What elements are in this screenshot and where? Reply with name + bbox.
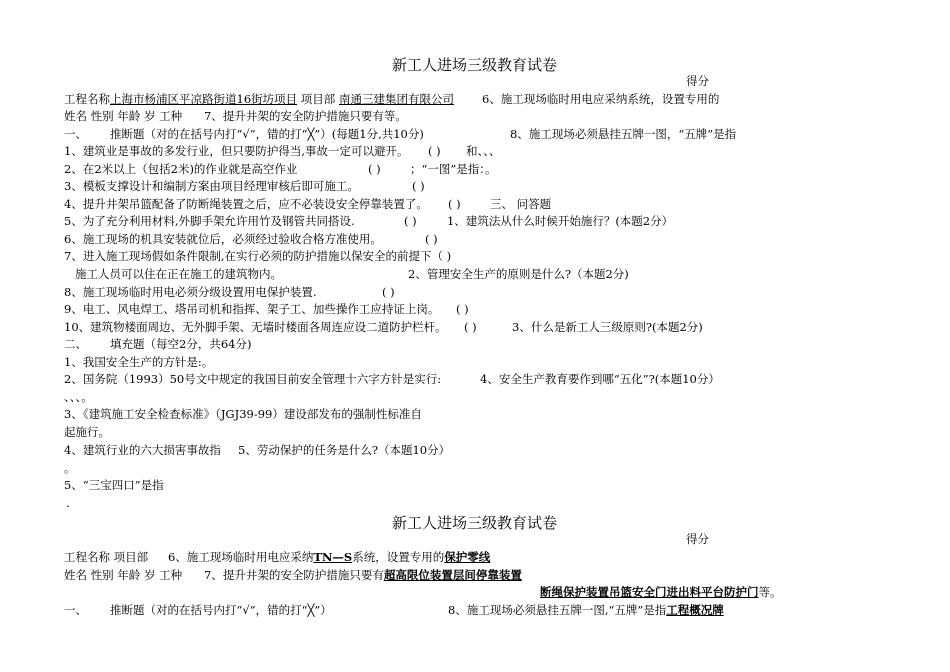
section-2-number: 二、 [64, 337, 87, 351]
fill-4: 4、建筑行业的六大损害事故指 [64, 443, 221, 457]
exam-2-question-7 [204, 568, 522, 583]
qa-2: 2、管理安全生产的原则是什么?（本题2分) [408, 267, 629, 281]
qa-5: 5、劳动保护的任务是什么?（本题10分） [238, 443, 451, 457]
judge-1: 1、建筑业是事故的多发行业，但只要防护得当,事故一定可以避开。 [64, 144, 409, 158]
section-1-number: 一、 [64, 127, 87, 141]
exam-2-project-line: 工程名称 项目部 [64, 550, 149, 564]
judge-9: 9、电工、风电焊工、塔吊司机和指挥、架子工、加些操作工应持证上岗。 [64, 302, 440, 316]
name-line: 姓名 性别 年龄 岁 工种 [64, 109, 183, 123]
qa-3: 3、什么是新工人三级原则?(本题2分) [512, 320, 703, 334]
project-name: 上海市杨浦区平凉路街道16街坊项目 [110, 92, 298, 106]
judge-6: 6、施工现场的机具安装就位后，必须经过验收合格方准使用。 [64, 232, 382, 246]
q6-prefix: 6、施工现场临时用电应采纳 [168, 550, 314, 564]
judge-1-bracket: ( ) [428, 144, 441, 158]
score-label: 得分 [686, 74, 709, 88]
q7-answer: 超高限位装置层间停靠装置 [383, 568, 522, 582]
fill-4-end: 。 [64, 461, 76, 475]
project-prefix: 工程名称 [64, 92, 110, 106]
exam-2-question-8 [448, 603, 724, 618]
judge-7: 7、进入施工现场假如条件限制,在实行必须的防护措施以保安全的前提下（ ) [64, 249, 452, 263]
judge-3: 3、模板支撑设计和编制方案由项目经理审核后即可施工。 [64, 179, 359, 193]
q7-suffix: 等。 [758, 585, 782, 599]
qa-4: 4、安全生产教育要作到哪“五化”?(本题10分） [480, 372, 720, 386]
judge-2: 2、在2米以上（包括2米)的作业就是高空作业 [64, 162, 298, 176]
judge-8: 8、施工现场临时用电必须分级设置用电保护装置. [64, 285, 317, 299]
q7-prefix: 7、提升井架的安全防护措施只要有 [204, 568, 384, 582]
q6-answer-2: 保护零线 [444, 550, 491, 564]
fill-5: 5、“三宝四口”是指 [64, 478, 164, 492]
exam-2-question-7-continued [540, 585, 782, 600]
judge-2-bracket: ( ) [368, 162, 381, 176]
section-1-title: 推断题（对的在括号内打“√”，错的打“╳”）(每题1分,共10分) [110, 127, 424, 141]
fill-2-blanks: 、、、。 [64, 390, 93, 404]
qa-1: 1、建筑法从什么时候开始施行？(本题2分） [447, 214, 674, 228]
q8-answer: 工程概况牌 [666, 603, 724, 617]
judge-5-bracket: ( ) [404, 214, 417, 228]
q8-prefix: 8、施工现场必须悬挂五牌一图,“五牌”是指 [448, 603, 667, 617]
section-3-title: 三、 问答题 [490, 197, 552, 211]
exam-2-name-line: 姓名 性别 年龄 岁 工种 [64, 568, 183, 582]
judge-8-bracket: ( ) [382, 285, 395, 299]
fill-2: 2、国务院（1993）50号文中规定的我国目前安全管理十六字方针是实行: [64, 372, 442, 386]
exam-2-section-1-number: 一、 [64, 603, 87, 617]
question-8: 8、施工现场必须悬挂五牌一图，“五牌”是指 [510, 127, 737, 141]
exam-2-title: 新工人进场三级教育试卷 [392, 514, 558, 532]
judge-6-bracket: ( ) [425, 232, 438, 246]
fill-5-end: . [66, 496, 70, 510]
judge-10: 10、建筑物楼面周边、无外脚手架、无墙时楼面各周连应设二道防护栏杆。 [64, 320, 447, 334]
judge-10-bracket: ( ) [464, 320, 477, 334]
judge-4: 4、提升井架吊篮配备了防断绳装置之后，应不必装设安全停靠装置了。 [64, 197, 428, 211]
exam-2-question-6 [168, 550, 490, 565]
company-name: 南通三建集团有限公司 [338, 92, 454, 106]
exam-2-section-1-title: 推断题（对的在括号内打“√”，错的打“╳”） [110, 603, 332, 617]
project-line [64, 92, 454, 107]
q7-answer-b: 断绳保护装置吊篮安全门进出料平台防护门 [540, 585, 759, 599]
q8-one-chart: ；“一图”是指：。 [410, 162, 497, 176]
fill-3: 3、《建筑施工安全检查标准》（JGJ39-99）建设部发布的强制性标准自 [64, 407, 422, 421]
q6-answer: TN—S [313, 550, 353, 564]
fill-3-continued: 起施行。 [64, 425, 110, 439]
fill-1: 1、我国安全生产的方针是:。 [64, 355, 214, 369]
dept-prefix: 项目部 [297, 92, 339, 106]
judge-3-bracket: ( ) [412, 179, 425, 193]
exam-title: 新工人进场三级教育试卷 [392, 56, 558, 74]
judge-4-bracket: ( ) [448, 197, 461, 211]
judge-5: 5、为了充分利用材料,外脚手架允许用竹及钢管共同搭设. [64, 214, 355, 228]
judge-9-bracket: ( ) [456, 302, 469, 316]
q8-blanks: 和、、、 [466, 144, 501, 158]
q6-mid: 系统，设置专用的 [352, 550, 445, 564]
judge-7-continued: 施工人员可以住在正在施工的建筑物内。 [75, 267, 282, 281]
exam-2-score-label: 得分 [686, 532, 709, 546]
question-6: 6、施工现场临时用电应采纳系统，设置专用的 [482, 92, 720, 106]
question-7: 7、提升井架的安全防护措施只要有等。 [204, 109, 407, 123]
section-2-title: 填充题（每空2分，共64分) [110, 337, 252, 351]
